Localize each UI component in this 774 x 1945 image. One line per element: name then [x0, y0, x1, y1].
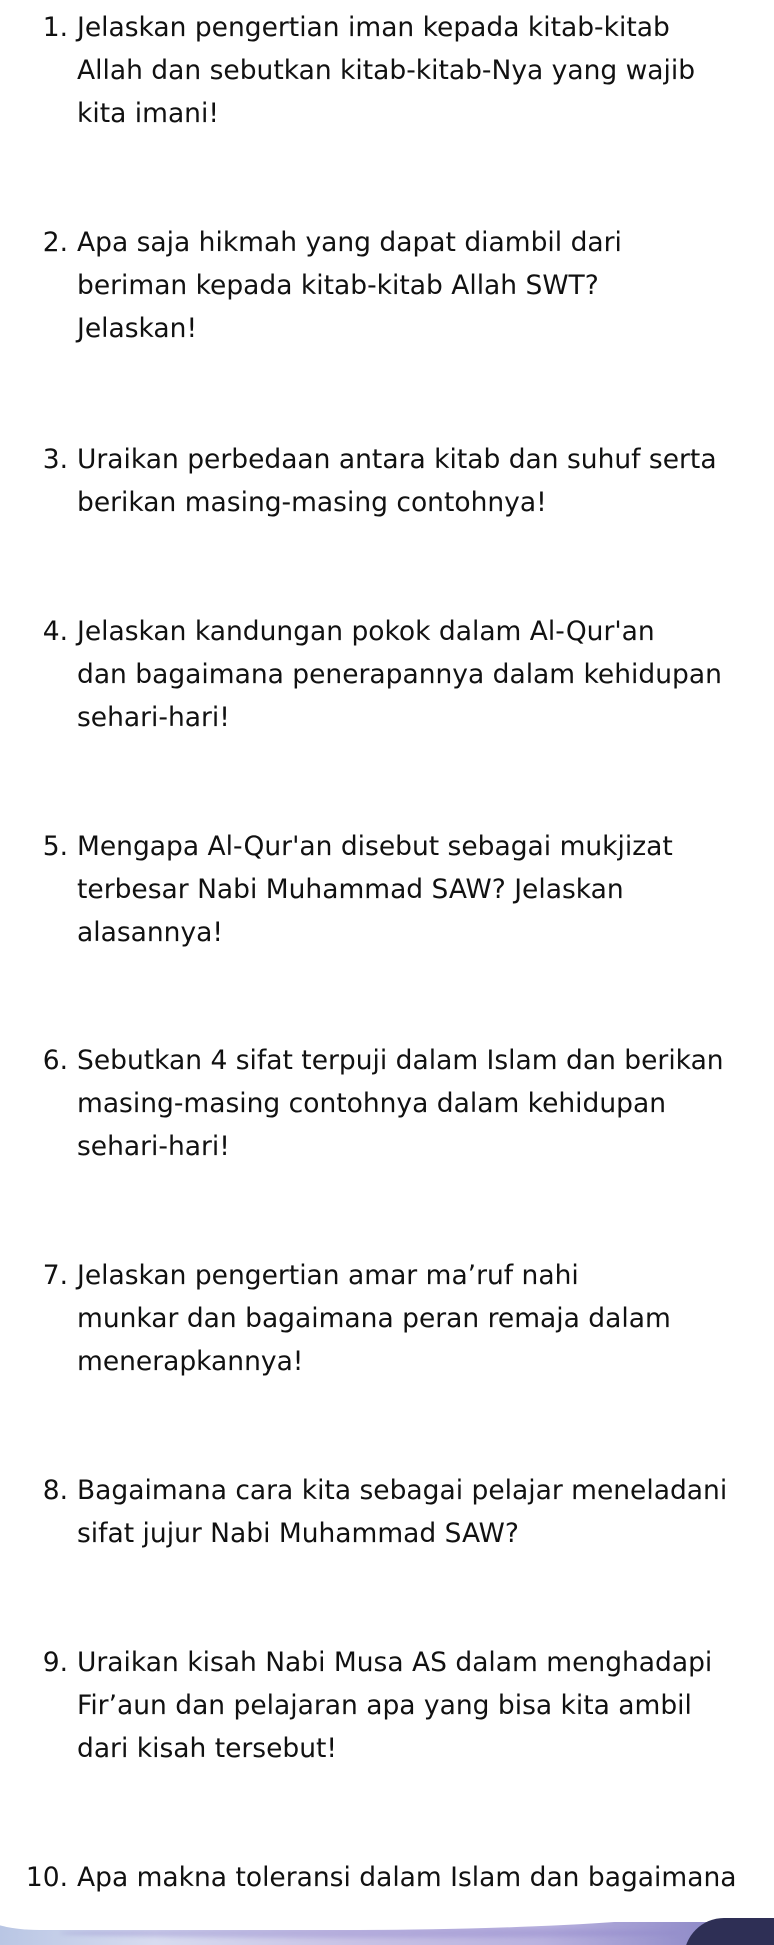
- question-number: 9.: [42, 1647, 68, 1678]
- question-number: 1.: [42, 12, 68, 43]
- question-text-line: Mengapa Al-Qur'an disebut sebagai mukjizat: [77, 831, 673, 862]
- question-text-line: Bagaimana cara kita sebagai pelajar meneladani: [77, 1475, 728, 1506]
- question-text-line: kita imani!: [77, 98, 219, 129]
- question-text-line: berikan masing-masing contohnya!: [77, 487, 547, 518]
- question-number: 7.: [42, 1260, 68, 1291]
- question-text-line: masing-masing contohnya dalam kehidupan: [77, 1088, 667, 1119]
- question-text-line: Apa saja hikmah yang dapat diambil dari: [77, 227, 622, 258]
- question-text-line: Uraikan perbedaan antara kitab dan suhuf serta: [77, 444, 717, 475]
- question-number: 2.: [42, 227, 68, 258]
- question-text-line: alasannya!: [77, 917, 224, 948]
- question-text-line: Jelaskan pengertian iman kepada kitab-kitab: [77, 12, 670, 43]
- question-text-line: Uraikan kisah Nabi Musa AS dalam menghadapi: [77, 1647, 713, 1678]
- question-text-line: Allah dan sebutkan kitab-kitab-Nya yang wajib: [77, 55, 696, 86]
- question-text-line: dari kisah tersebut!: [77, 1733, 338, 1764]
- question-text-line: sehari-hari!: [77, 1131, 230, 1162]
- question-text-line: beriman kepada kitab-kitab Allah SWT?: [77, 270, 599, 301]
- question-text-line: Sebutkan 4 sifat terpuji dalam Islam dan berikan: [77, 1045, 724, 1076]
- question-number: 3.: [42, 444, 68, 475]
- question-number: 10.: [25, 1862, 68, 1893]
- question-text-line: Apa makna toleransi dalam Islam dan bagaimana: [77, 1862, 737, 1893]
- question-text-line: dan bagaimana penerapannya dalam kehidupan: [77, 659, 722, 690]
- bottom-background-decoration: [0, 1918, 774, 1945]
- question-text-line: Fir’aun dan pelajaran apa yang bisa kita ambil: [77, 1690, 692, 1721]
- question-text-line: Jelaskan!: [77, 313, 198, 344]
- question-number: 6.: [42, 1045, 68, 1076]
- question-text-line: sifat jujur Nabi Muhammad SAW?: [77, 1518, 519, 1549]
- question-text-line: sehari-hari!: [77, 702, 230, 733]
- question-number: 8.: [42, 1475, 68, 1506]
- question-text-line: Jelaskan pengertian amar ma’ruf nahi: [77, 1260, 579, 1291]
- question-text-line: menerapkannya!: [77, 1346, 304, 1377]
- question-number: 4.: [42, 616, 68, 647]
- question-text-line: terbesar Nabi Muhammad SAW? Jelaskan: [77, 874, 624, 905]
- question-text-line: Jelaskan kandungan pokok dalam Al-Qur'an: [77, 616, 655, 647]
- question-text-line: munkar dan bagaimana peran remaja dalam: [77, 1303, 671, 1334]
- question-number: 5.: [42, 831, 68, 862]
